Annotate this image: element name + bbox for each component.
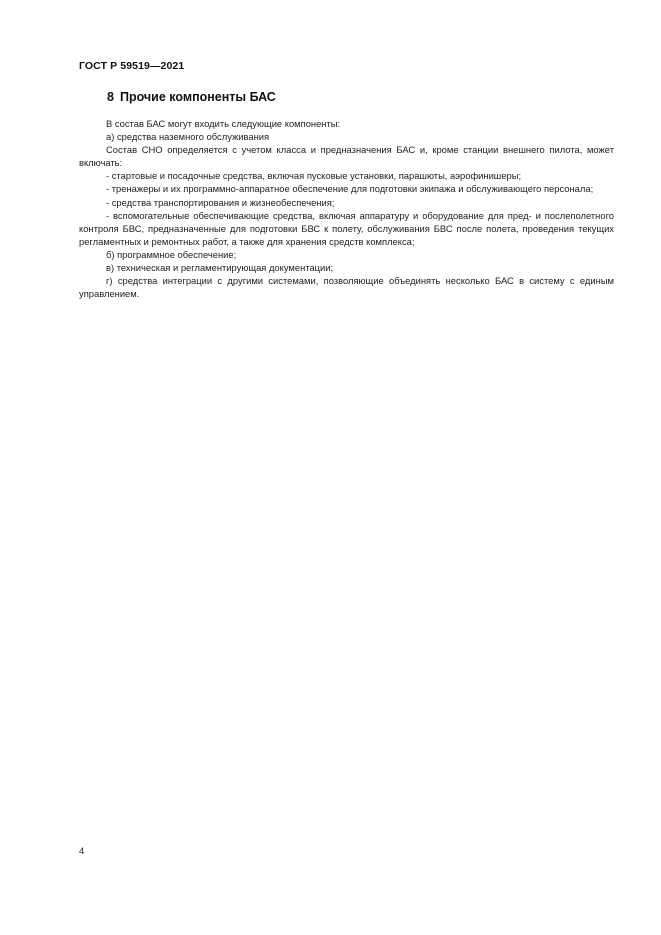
dash-item-launch-landing: - стартовые и посадочные средства, включая пусковые установки, парашюты, аэрофинишеры; — [106, 170, 522, 182]
dash-item-transport: - средства транспортирования и жизнеобеспечения; — [106, 196, 335, 208]
list-item-v: в) техническая и регламентирующая документации; — [106, 262, 334, 274]
paragraph-sno-composition: Состав СНО определяется с учетом класса и предназначения БАС и, кроме станции внешнего пилота, может включать: — [79, 144, 614, 169]
list-item-g: г) средства интеграции с другими системами, позволяющие объединять несколько БАС в систему с единым управлением. — [79, 275, 614, 300]
section-heading — [107, 90, 276, 104]
list-item-a: а) средства наземного обслуживания — [106, 131, 270, 143]
page-number: 4 — [79, 846, 85, 857]
dash-item-simulators: - тренажеры и их программно-аппаратное обеспечение для подготовки экипажа и обслуживающего персонала; — [106, 183, 594, 195]
section-number: 8 — [107, 90, 114, 104]
section-title: Прочие компоненты БАС — [119, 90, 276, 104]
section-body — [79, 117, 614, 300]
list-item-b: б) программное обеспечение; — [106, 248, 237, 260]
dash-item-auxiliary: - вспомогательные обеспечивающие средства, включая аппаратуру и оборудование для пред- и послеполетного контроля БВС, предназначенные для подготовки БВС к полету, обслуживания БВС после полета, проведения текущих регламентных и ремонтных работ, а также для хранения средств комплекса; — [79, 209, 614, 247]
paragraph-intro: В состав БАС могут входить следующие компоненты: — [106, 118, 341, 129]
document-code: ГОСТ Р 59519—2021 — [79, 60, 185, 72]
